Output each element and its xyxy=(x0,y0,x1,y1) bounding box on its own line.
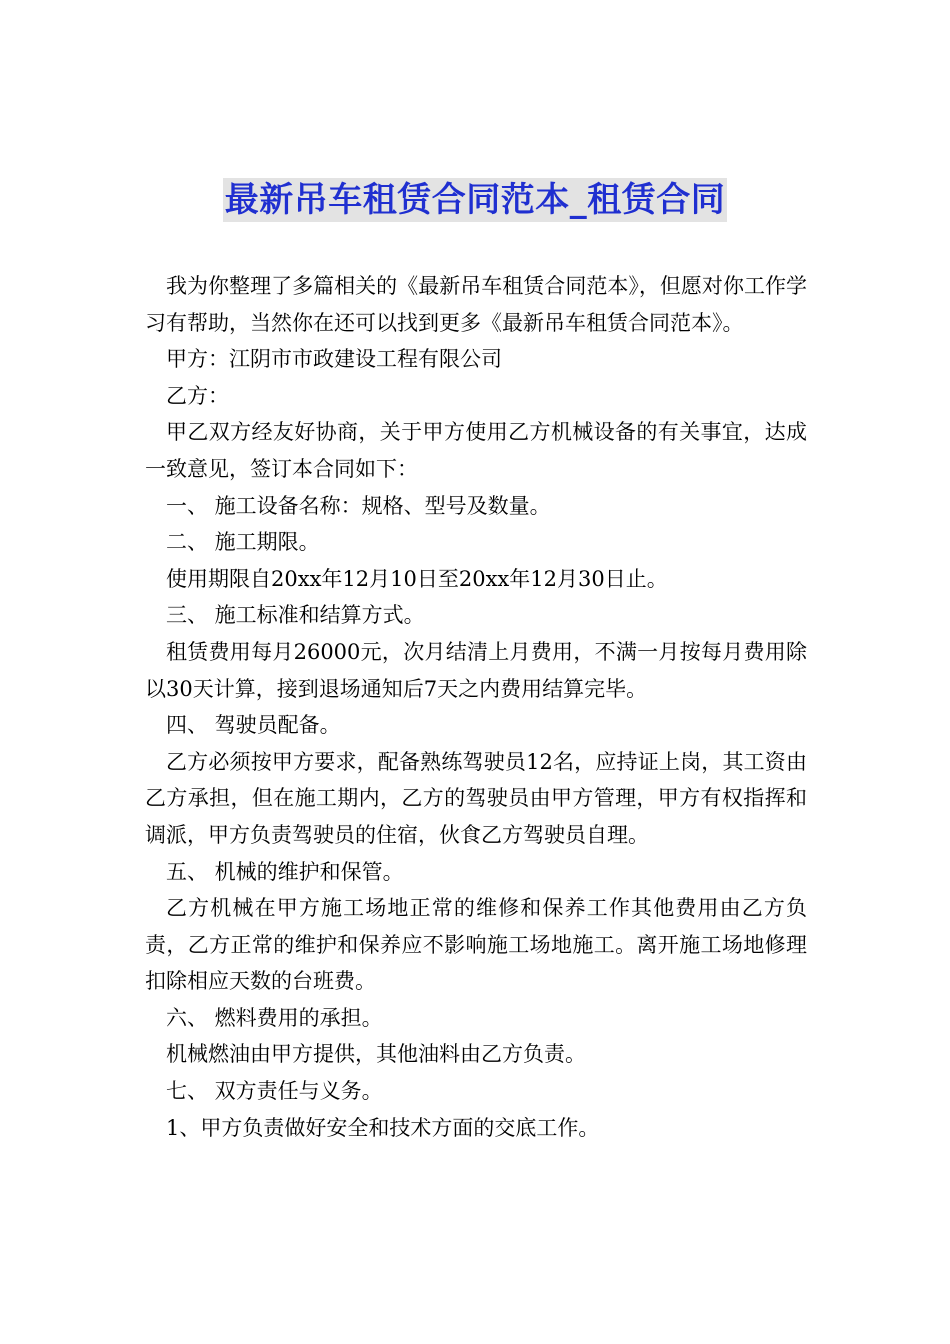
title-block xyxy=(0,178,950,222)
section-heading-2: 二、 施工期限。 xyxy=(166,530,320,555)
paragraph-party-b: 乙方： xyxy=(166,383,229,408)
paragraph-intro: 我为你整理了多篇相关的《最新吊车租赁合同范本》，但愿对你工作学习有帮助，当然你在还可以找到更多《最新吊车租赁合同范本》。 xyxy=(145,274,807,335)
section-heading-7: 七、 双方责任与义务。 xyxy=(166,1079,383,1104)
document-body xyxy=(145,268,807,1146)
paragraph-duty-1: 1、甲方负责做好安全和技术方面的交底工作。 xyxy=(166,1115,600,1140)
paragraph-fees: 租赁费用每月26000元，次月结清上月费用，不满一月按每月费用除以30天计算，接到退场通知后7天之内费用结算完毕。 xyxy=(145,639,807,701)
section-heading-5: 五、 机械的维护和保管。 xyxy=(166,859,404,884)
document-title: 最新吊车租赁合同范本_租赁合同 xyxy=(224,180,726,220)
section-heading-4: 四、 驾驶员配备。 xyxy=(166,713,341,738)
paragraph-drivers: 乙方必须按甲方要求，配备熟练驾驶员12名，应持证上岗，其工资由乙方承担，但在施工期内，乙方的驾驶员由甲方管理，甲方有权指挥和调派，甲方负责驾驶员的住宿，伙食乙方驾驶员自理。 xyxy=(145,749,807,847)
paragraph-maintenance: 乙方机械在甲方施工场地正常的维修和保养工作其他费用由乙方负责，乙方正常的维护和保养应不影响施工场地施工。离开施工场地修理扣除相应天数的台班费。 xyxy=(145,896,807,994)
paragraph-agreement: 甲乙双方经友好协商，关于甲方使用乙方机械设备的有关事宜，达成一致意见，签订本合同如下： xyxy=(145,420,807,481)
paragraph-fuel: 机械燃油由甲方提供，其他油料由乙方负责。 xyxy=(166,1042,586,1067)
section-heading-3: 三、 施工标准和结算方式。 xyxy=(166,603,425,628)
section-heading-6: 六、 燃料费用的承担。 xyxy=(166,1005,383,1030)
section-heading-1: 一、 施工设备名称：规格、型号及数量。 xyxy=(166,493,551,518)
paragraph-party-a: 甲方：江阴市市政建设工程有限公司 xyxy=(166,347,502,372)
paragraph-term: 使用期限自20xx年12月10日至20xx年12月30日止。 xyxy=(166,566,668,591)
